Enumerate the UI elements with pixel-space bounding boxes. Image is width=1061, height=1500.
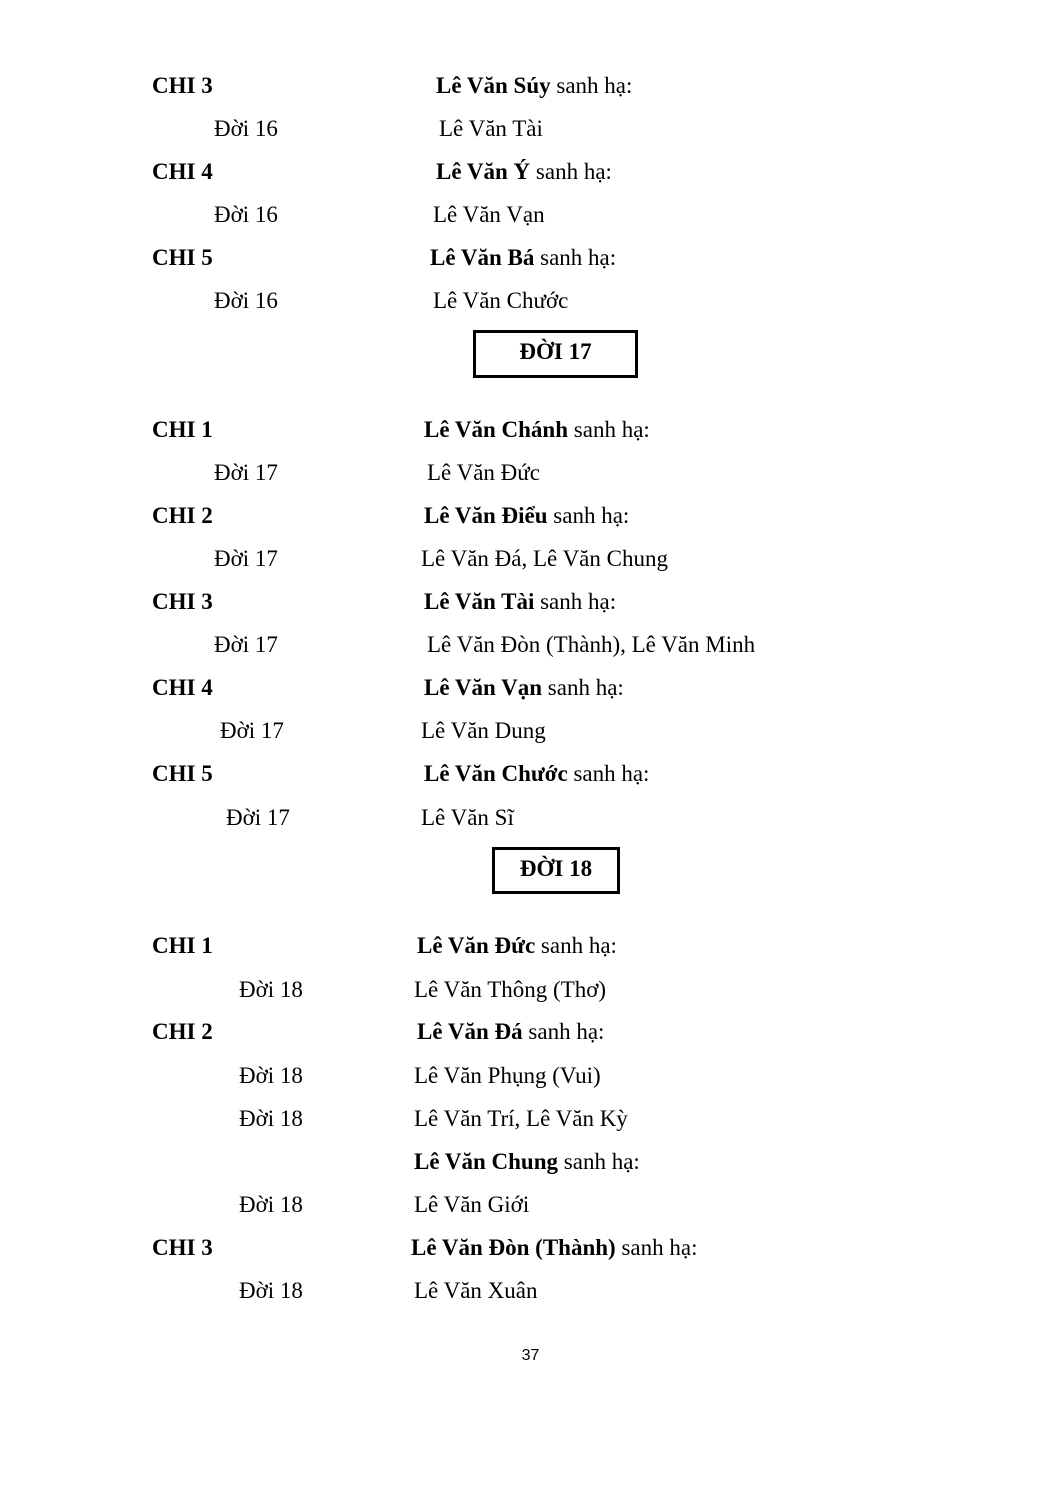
parent-suffix: sanh hạ: <box>615 1235 698 1260</box>
children-names: Lê Văn Thông (Thơ) <box>414 977 607 1002</box>
chi-label: CHI 1 <box>152 417 213 442</box>
parent-name: Lê Văn Súy <box>436 73 551 98</box>
page-number: 37 <box>521 1347 540 1364</box>
parent-suffix: sanh hạ: <box>558 1149 640 1174</box>
parent-suffix: sanh hạ: <box>535 933 617 958</box>
parent-line <box>424 673 624 703</box>
generation-label: Đời 18 <box>239 977 303 1002</box>
parent-line <box>411 1233 698 1263</box>
chi-label: CHI 4 <box>152 675 213 700</box>
parent-line <box>430 243 616 273</box>
parent-line <box>424 759 649 789</box>
chi-label: CHI 3 <box>152 589 213 614</box>
parent-line <box>424 587 616 617</box>
parent-line <box>436 71 632 101</box>
generation-label: Đời 17 <box>214 460 278 485</box>
parent-name: Lê Văn Ý <box>436 159 531 184</box>
generation-label: Đời 18 <box>239 1063 303 1088</box>
generation-label: Đời 17 <box>214 546 278 571</box>
parent-suffix: sanh hạ: <box>522 1019 605 1044</box>
parent-line <box>424 501 629 531</box>
generation-label: Đời 16 <box>214 202 278 227</box>
parent-name: Lê Văn Điểu <box>424 503 548 528</box>
children-names: Lê Văn Giới <box>414 1192 530 1217</box>
generation-heading-box: ĐỜI 17 <box>473 330 638 378</box>
parent-name: Lê Văn Tài <box>424 589 535 614</box>
parent-suffix: sanh hạ: <box>534 589 617 614</box>
chi-label: CHI 4 <box>152 159 213 184</box>
children-names: Lê Văn Dung <box>421 718 546 743</box>
generation-label: Đời 16 <box>214 116 278 141</box>
parent-name: Lê Văn Chước <box>424 761 568 786</box>
parent-name: Lê Văn Đòn (Thành) <box>411 1235 616 1260</box>
chi-label: CHI 3 <box>152 73 213 98</box>
children-names: Lê Văn Sĩ <box>421 805 514 830</box>
parent-line <box>417 931 617 961</box>
generation-heading-box: ĐỜI 18 <box>492 847 620 894</box>
children-names: Lê Văn Trí, Lê Văn Kỳ <box>414 1106 628 1131</box>
chi-label: CHI 3 <box>152 1235 213 1260</box>
parent-suffix: sanh hạ: <box>530 159 612 184</box>
parent-line <box>436 157 612 187</box>
children-names: Lê Văn Đá, Lê Văn Chung <box>421 546 668 571</box>
parent-line <box>414 1147 640 1177</box>
parent-suffix: sanh hạ: <box>567 761 650 786</box>
children-names: Lê Văn Xuân <box>414 1278 538 1303</box>
parent-name: Lê Văn Bá <box>430 245 535 270</box>
parent-name: Lê Văn Chung <box>414 1149 559 1174</box>
parent-name: Lê Văn Đức <box>417 933 536 958</box>
parent-suffix: sanh hạ: <box>534 245 617 270</box>
parent-line <box>424 415 650 445</box>
chi-label: CHI 1 <box>152 933 213 958</box>
chi-label: CHI 2 <box>152 503 213 528</box>
parent-name: Lê Văn Chánh <box>424 417 569 442</box>
generation-label: Đời 17 <box>220 718 284 743</box>
parent-line <box>417 1017 604 1047</box>
parent-name: Lê Văn Vạn <box>424 675 543 700</box>
chi-label: CHI 5 <box>152 761 213 786</box>
children-names: Lê Văn Đòn (Thành), Lê Văn Minh <box>427 632 756 657</box>
children-names: Lê Văn Phụng (Vui) <box>414 1063 601 1088</box>
generation-label: Đời 17 <box>226 805 290 830</box>
generation-label: Đời 18 <box>239 1278 303 1303</box>
generation-label: Đời 18 <box>239 1106 303 1131</box>
parent-suffix: sanh hạ: <box>550 73 633 98</box>
parent-name: Lê Văn Đá <box>417 1019 523 1044</box>
parent-suffix: sanh hạ: <box>542 675 624 700</box>
children-names: Lê Văn Vạn <box>433 202 545 227</box>
chi-label: CHI 5 <box>152 245 213 270</box>
generation-label: Đời 16 <box>214 288 278 313</box>
generation-label: Đời 17 <box>214 632 278 657</box>
parent-suffix: sanh hạ: <box>568 417 650 442</box>
children-names: Lê Văn Tài <box>439 116 543 141</box>
children-names: Lê Văn Chước <box>433 288 569 313</box>
children-names: Lê Văn Đức <box>427 460 540 485</box>
generation-label: Đời 18 <box>239 1192 303 1217</box>
chi-label: CHI 2 <box>152 1019 213 1044</box>
parent-suffix: sanh hạ: <box>547 503 630 528</box>
